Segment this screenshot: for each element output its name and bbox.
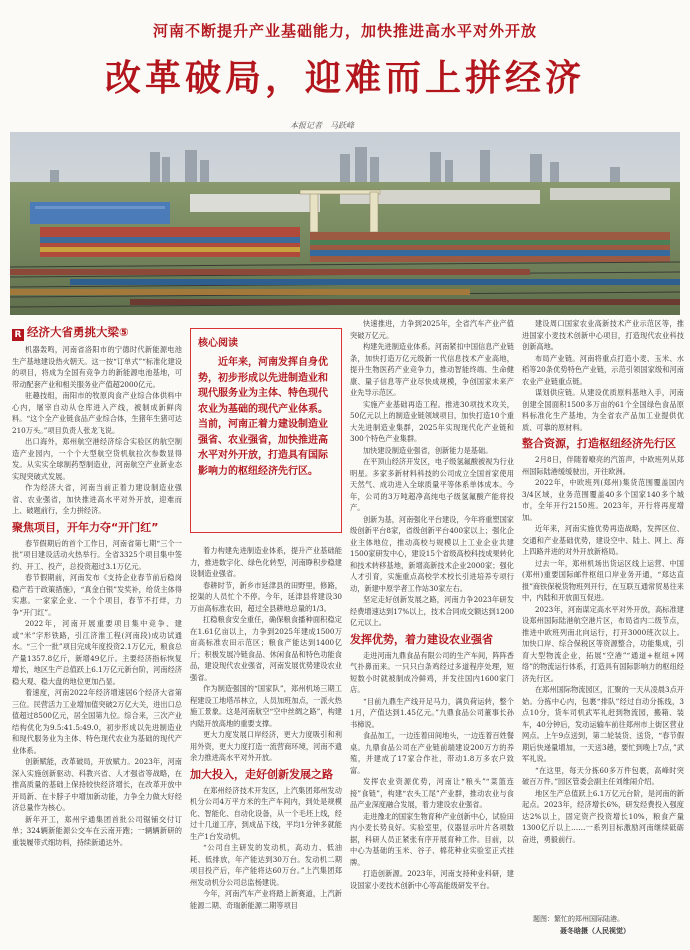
paragraph: 春耕时节，新乡市延津县的田野里，修路，挖渠的人员忙个不停。今年，延津县将建设30万亩高标准农田，超过全县耕地总量的1/3。: [190, 580, 342, 613]
byline: 本报记者 马跃峰: [290, 121, 354, 130]
paragraph: 着速度，河南2022年经济增速居6个经济大省第三位。民营活力工业增加值突破2万亿大关，进出口总值超过8500亿元，居全国第九位。综合来，三次产业结构优化为9.5:41.5:49.0，初步形成以先进制造业和现代服务业为主体、特色现代农业为基础的现代产业体系。: [12, 688, 182, 755]
paragraph: 建设周口国家农业高新技术产业示范区等，推进国家小麦技术创新中心项目，打造现代农业科技创新高地。: [522, 319, 684, 351]
series-badge: R: [12, 329, 24, 341]
column-3: [350, 318, 514, 945]
core-reading-title: 核心阅读: [198, 338, 238, 349]
paragraph: 打造创新源。2023年，河南支持种业科研，建设国家小麦技术创新中心等高能级研发平台。: [350, 869, 514, 890]
paragraph: 快速推进，力争到2025年，全省汽车产业产值突破万亿元。: [350, 319, 514, 340]
paragraph: 过去一年，郑州机场出货运区线上运营、中国(郑州)重要国际邮件枢纽口岸业务开通，“郑达直报”商铁保税货物班列开行，在互联互通常贸易往来中，内陆和开放面互促进。: [522, 558, 684, 602]
paragraph: 加快建设制造业强省，创新能力是基础。: [362, 445, 493, 455]
headline: 改革破局，迎难而上拼经济: [104, 58, 585, 99]
paragraph: 更大力度发展口岸经济，更大力度吸引和利用外资，更大力度打造一流营商环境，河南不遗余力推进高水平对外开放。: [190, 730, 342, 762]
series-title: 经济大省勇挑大梁⑤: [27, 325, 129, 339]
section-heading: 聚焦项目，开年力夺“开门红”: [12, 520, 159, 534]
paragraph: 春节假期后的首个工作日，河南省第七期“三个一批”项目建设活动火热举行。全省3325个项目集中签约、开工、投产，总投资超过3.1万亿元。: [12, 538, 182, 571]
paragraph: 2023年，河南谋定高水平对外开放，高标准建设郑州国际陆港航空港片区，布局省内二级节点，推进中欧班列南北向运行，打开3000班次以上。加快口岸、综合保税区等资源整合，功能集成，引育大型物流企业，拓展“空港”“通道+枢纽+网络”的物流运行体系，打造具有国际影响力的枢纽经济先行区。: [522, 604, 684, 683]
core-reading-body: 近年来，河南发挥自身优势，初步形成以先进制造业和现代服务业为主体、特色现代农业为基础的现代产业体系。当前，河南正着力建设制造业强省、农业强省，加快推进高水平对外开放，打造具有国际影响力的枢纽经济先行区。: [198, 357, 328, 477]
subtitle: 河南不断提升产业基础能力，加快推进高水平对外开放: [152, 22, 537, 40]
column-4: [522, 318, 684, 910]
paragraph: 食品加工，一边连着田间地头，一边连着百姓餐桌。九鼎食品公司在产业链前端建设200万方的养殖，并建成了17家合作社，带动1.8万多农户致富。: [350, 731, 514, 775]
paragraph: 构建先进制造业体系。河南紧扣中国信息产业链条，加快打造万亿元级新一代信息技术产业高地，提升生物医药产业竞争力，推动智能终端、生命健康、量子信息等产业尽快成规模，争创国家未来产业先导示范区。: [350, 342, 514, 397]
paragraph: “目前九鼎生产线开足马力，满负荷运转，整个1月，产值达到1.45亿元。”九鼎食品公司董事长孙书樟说。: [350, 696, 514, 729]
paragraph: 驻趣技组，南阳市的牧原肉食产业综合体供料中心内，屠宰自动从仓库进入产线，被制成新鲜肉料。“这个全产业链食品产业综合体，生猪年生猪可达210万头。”项目负责人张龙飞说。: [12, 391, 182, 435]
paragraph: 2022年，河南开展重要项目集中竞争、建或“米”字形铁路，引江济淮工程(河南段)成功试通水。“三个一批”项目完成年度投资2.1万亿元，粮食总产量1357.8亿斤，新增49亿斤。主要经济指标恢复增长，地区生产总值跃上6.1万亿元新台阶，河南经济稳大观、稳大盘的地位更加凸显。: [12, 619, 182, 686]
paragraph: 创新为基，河南强化平台建设，今年将重塑国家级创新平台8家，省级创新平台400家以上；强化企业主体地位，推动高校与规模以上工业企业共建1500家研发中心，建设15个省级高校科技成果转化和技术转移基地，新增高新技术企业2000家；强化人才引育，实施重点高校学术校长引进培养专项行动，新建中原学者工作站30家左右。: [350, 514, 514, 593]
paragraph: 2022年，中欧班列(郑州)集货范围覆盖国内3/4区域，业务范围覆盖40多个国家140多个城市，全年开行2150班。2023年，开行将再度增加。: [522, 478, 684, 522]
paragraph: 地区生产总值跃上6.1万亿元台阶，是河南的新起点。2023年，经济增长6%，研发经费投入强度达2%以上，固定资产投资增长10%，粮食产量1300亿斤以上……一系列目标激励河南继续砥砺奋进，勇毅前行。: [522, 788, 684, 844]
paragraph: 坚定走好创新发展之路，河南力争2023年研发经费增速达到17%以上，技术合同成交额达到1200亿元以上。: [350, 595, 514, 627]
section-heading: 发挥优势，着力建设农业强省: [350, 632, 493, 646]
series-label: [12, 324, 182, 341]
paragraph: “在这里，每天分拣60多万件包裹，高峰时突破百万件。”园区管委会副主任刘维闹介绍。: [522, 765, 684, 786]
rail-port-photo-art: [10, 132, 680, 315]
paragraph: “公司自主研发的发动机，高动力、低油耗、低排放，年产能达到30万台。发动机二期项目投产后，年产能将达60万台。”上汽集团郑州发动机分公司总监杨建说。: [190, 843, 342, 887]
paragraph: 新年开工，郑州宇通集团首批公司锯铺交付订单；324辆新能源公交车在云南开跑；一辆辆新研的重装履带式细坊料，持续新通达外。: [12, 814, 182, 847]
paragraph: 2月8日，伴随着嘹亮的汽笛声，中欧班列从郑州国际陆港缓缓驶出，开往欧洲。: [522, 455, 684, 476]
paragraph: 近年来，河南实施优势再造战略，发挥区位、交通和产业基础优势，建设空中、陆上、网上、海上四路并进的对外开放新格局。: [522, 524, 684, 556]
paragraph: 作为经济大省，河南当前正着力建设制造业强省、农业强省，加快推进高水平对外开放，迎难而上、破题前行，全力拼经济。: [12, 483, 182, 515]
column-1: [12, 344, 182, 944]
paragraph: 今年，河南汽车产业将踏上新赛道，上汽新能源二期、奇瑞新能源二期等项目: [190, 889, 342, 910]
paragraph: 创新赋能，改革破局，开放赋力。2023年，河南深入实施创新驱动、科教兴省、人才强省等战略，在推高质量的基础上保持较快经济增长，在改革开放中开局新、在卡脖子中增加新动能，力争全力做大好经济总量作为核心。: [12, 757, 182, 812]
paragraph: 机器轰鸣，河南省洛阳市的宁德时代新能源电池生产基地建设热火朝天。这一按“订单式”“标准化建设的项目，将成为全国有竞争力的新能源电池基地，可带动配套产业和相关服务业产值超2000亿元。: [12, 345, 182, 389]
paragraph: 扛稳粮食安全重任，确保粮食播种面积稳定在1.61亿亩以上，力争到2025年建成1500万亩高标准农田示范区；粮食产能达到1400亿斤；积极发展冷链食品、休闲食品和特色功能食品，建设现代农业强省，河南发展优势建设农业强省。: [190, 615, 342, 682]
paragraph: 发挥农业资源优势，河南让“粮头”“菜篮连接”食链”，构建“农头工尾”产业群，推动农业与食品产业深度融合发展，着力建设农业强省。: [350, 777, 514, 809]
paragraph: 在郑州国际物流园区，汇聚的一天从凌晨3点开始。分拣中心内，包裹“排队”经过自动分拣线，3点10分，货车司机武军礼赶到物流园，搬箱、装车，40分钟后，发动运输车前往郑州市上街区营业网点。上午9点送到，第二轮装货、送货，“春节假期后快递量增加，一天送3趟，要忙到晚上7点，”武军礼说。: [522, 685, 684, 763]
section-heading: 整合资源，打造枢纽经济先行区: [522, 437, 676, 450]
paragraph: 在郑州经济技术开发区，上汽集团郑州发动机分公司4万平方米的生产车间内，到处是规模化、智能化、自动化设备，从一个毛坯上线，经过十几道工序，到成品下线，平均1分钟多就能生产1台发动机。: [190, 785, 342, 841]
section-heading: 加大投入，走好创新发展之路: [190, 767, 333, 781]
paragraph: 谋划供应链。从建设优质原料基地入手，河南创建全国面积1500多万亩的61个全国绿色食品原料标准化生产基地，为全省农产品加工业提供优质、可靠的原材料。: [522, 388, 684, 432]
photo-caption: 题图：繁忙的郑州国际陆港。: [533, 915, 624, 923]
rail-port-photo: [10, 132, 680, 315]
column-2: [190, 545, 342, 945]
paragraph: 着力构建先进制造业体系，提升产业基础能力，推进数字化、绿色化转型，河南睁积步稳建设制造业强省。: [190, 546, 342, 578]
paragraph: 走进河南九鼎食品有限公司的生产车间，阵阵香气扑鼻而来。一只只白条鸡经过多道程序处理，短短数小时就被制成冷鲜鸡，并发往国内1600家门店。: [350, 650, 514, 694]
paragraph: 走进豫北的国家生物育种产业创新中心，试验田内小麦长势良好。实验室里，仪器显示叶片各项数据，科研人员正紧张有序开展育种工作。目前，以中心为基础的玉米、谷子、棉花种业实验室正式挂牌。: [350, 811, 514, 867]
paragraph: 实施产业基础再造工程。推进30项技术攻关，50亿元以上的制造业链领域项目，加快打造10个重大先进制造业集群，2025年实现现代化产业链和300个特色产业集群。: [350, 399, 514, 443]
paragraph: 出口海外，郑州航空港经济综合实验区的航空制造产业园内，一个个大型航空货机航拉次参数显得发。从实实全球制药型制造业，河南航空产业新业态实现突破式发展。: [12, 437, 182, 481]
paragraph: 春节假期前，河南发布《支持企业春节前后稳岗稳产若干政策措施》，“真金白银”发奖补，给货主体得实惠。一家家企业、一个个项目，春节不打烊，力争“开门红”。: [12, 573, 182, 617]
paragraph: 作为制造强国的“国家队”，郑州机场三期工程建设工地塔吊林立，人员加班加点，一派火热施工景象。这是河南航空“空中丝绸之路”，构建内陆开放高地的重要支撑。: [190, 684, 342, 728]
paragraph: 在平顶山经济开发区，电子级氢氟酸被视为行业明星。多家多新材料科技的公司成立全国首家使用天然气、成功进入全球质量平等体系单体成本。今年，公司的3万吨超净高纯电子级氢氟酸产能将投产。: [350, 457, 514, 512]
photo-credit: 聂冬晗摄（人民视觉）: [560, 926, 630, 935]
core-reading-box: [190, 328, 342, 533]
paragraph: 布局产业链。河南将重点打造小麦、玉米、水稻等20条优势特色产业链，示范引领国家级和河南农业产业链重点链。: [522, 353, 684, 386]
